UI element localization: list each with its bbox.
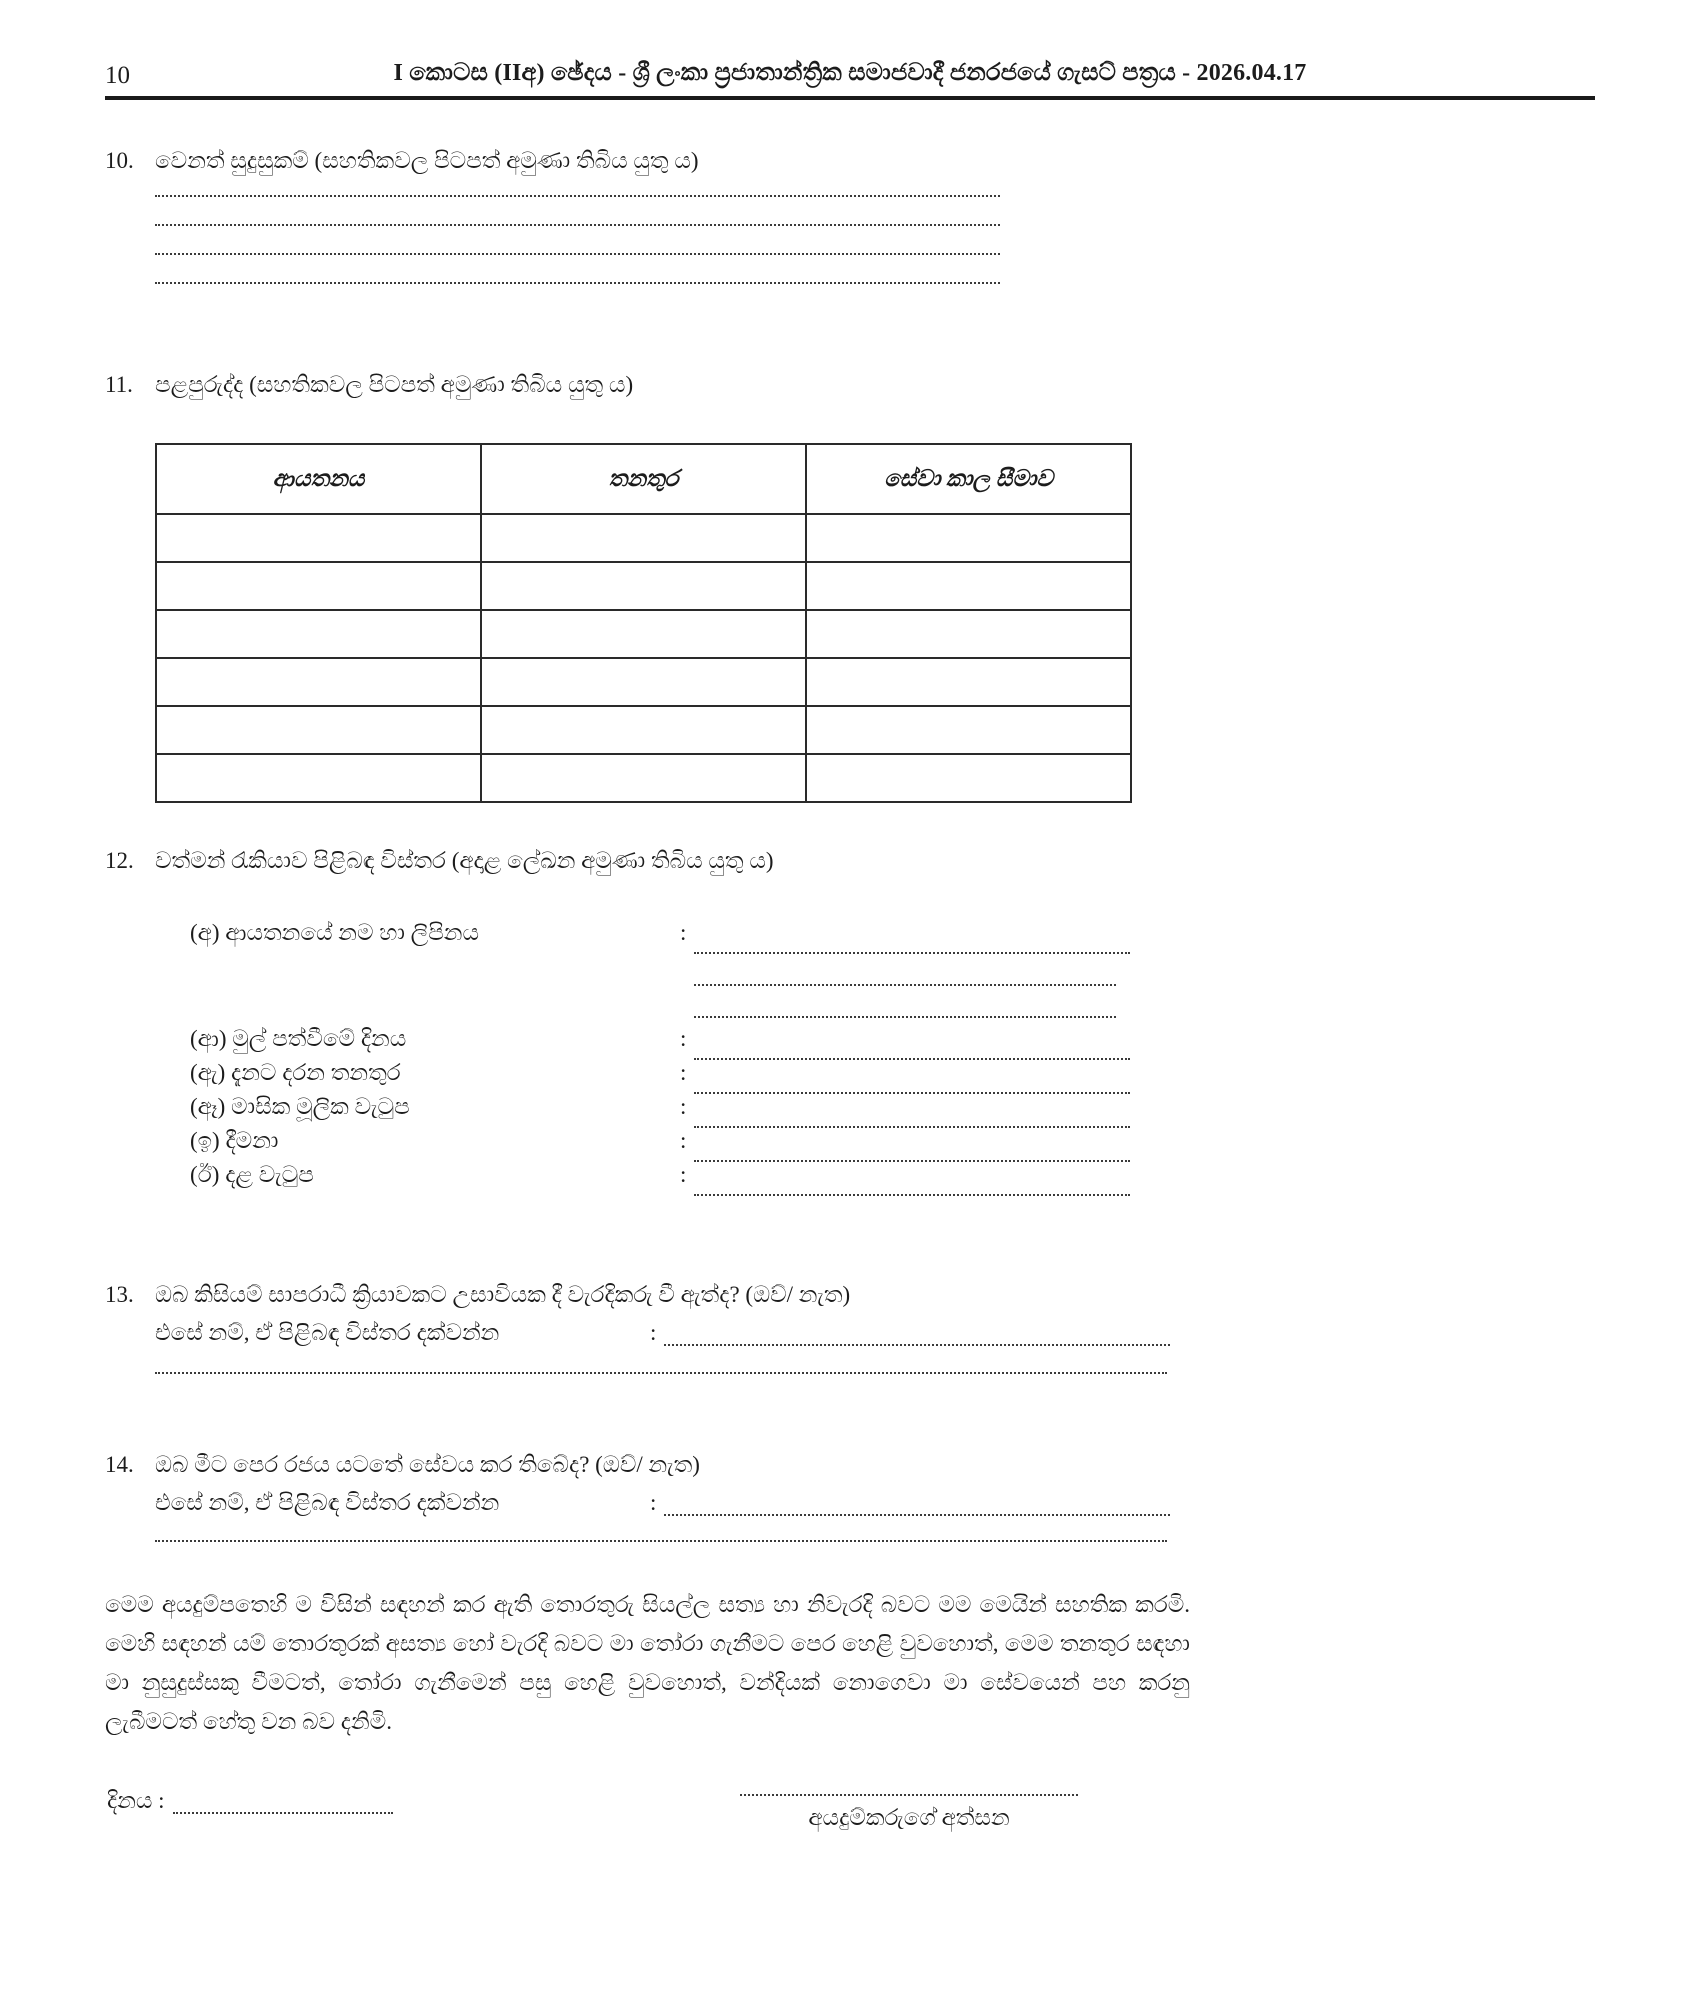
item-14-followup xyxy=(105,1490,1170,1516)
date-label: දිනය : xyxy=(107,1788,165,1813)
column-header-service-period: සේවා කාල සීමාව xyxy=(806,444,1131,514)
table-cell xyxy=(806,658,1131,706)
table-cell xyxy=(481,754,806,802)
colon-separator: : xyxy=(680,1162,687,1187)
table-row xyxy=(156,610,1131,658)
field-label: (ඉ) දීමනා xyxy=(190,1128,279,1153)
field-institution-name-address xyxy=(190,920,1130,954)
colon-separator: : xyxy=(680,1026,687,1051)
dotted-writein-line xyxy=(694,994,1116,1018)
colon-separator: : xyxy=(650,1490,657,1515)
table-cell xyxy=(806,706,1131,754)
table-row xyxy=(156,754,1131,802)
signature-field xyxy=(740,1770,1078,1831)
colon-separator: : xyxy=(680,920,687,945)
gazette-header-title: I කොටස (IIඅ) ඡේදය - ශ්‍රී ලංකා ප්‍රජාතාන්ත්‍රික සමාජවාදී ජනරජයේ ගැසට් පත්‍රය - 2026.04.17 xyxy=(393,60,1307,86)
dotted-writein-line xyxy=(664,1492,1170,1516)
table-cell xyxy=(481,514,806,562)
field-label: (අ) ආයතනයේ නම හා ලිපිනය xyxy=(190,920,479,945)
dotted-writein-line xyxy=(155,168,1000,197)
table-cell xyxy=(156,562,481,610)
item-13-number: 13. xyxy=(105,1282,134,1307)
page-header xyxy=(105,60,1595,94)
dotted-writein-line xyxy=(694,1036,1130,1060)
experience-table xyxy=(155,443,1132,803)
dotted-writein-line xyxy=(694,1138,1130,1162)
followup-label: එසේ නම්, ඒ පිළිබඳ විස්තර දක්වන්න xyxy=(155,1320,500,1345)
dotted-writein-line xyxy=(740,1770,1078,1796)
item-13 xyxy=(105,1282,1170,1346)
item-14-writein-line xyxy=(155,1516,1167,1542)
item-14-question-line xyxy=(105,1452,1170,1478)
field-allowances xyxy=(190,1128,1130,1162)
item-13-followup xyxy=(105,1320,1170,1346)
item-13-question: ඔබ කිසියම් සාපරාධී ක්‍රියාවකට උසාවියක දී වැරදිකරු වී ඇත්ද? (ඔව්/ නැත) xyxy=(155,1282,851,1307)
item-14-number: 14. xyxy=(105,1452,134,1477)
colon-separator: : xyxy=(680,1094,687,1119)
table-cell xyxy=(806,610,1131,658)
table-cell xyxy=(156,706,481,754)
table-cell xyxy=(481,706,806,754)
field-first-appointment-date xyxy=(190,1026,1130,1060)
date-field xyxy=(107,1788,393,1814)
item-14-question: ඔබ මීට පෙර රජය යටතේ සේවය කර තිබේද? (ඔව්/ නැත) xyxy=(155,1452,700,1477)
field-label: (ඈ) මාසික මූලික වැටුප xyxy=(190,1094,410,1119)
item-14 xyxy=(105,1452,1170,1516)
dotted-writein-line xyxy=(155,197,1000,226)
dotted-writein-line xyxy=(173,1790,393,1814)
colon-separator: : xyxy=(680,1060,687,1085)
dotted-writein-line xyxy=(694,1172,1130,1196)
item-12-label: වත්මන් රැකියාව පිළිබඳ විස්තර (අදාළ ලේඛන අමුණා තිබිය යුතු ය) xyxy=(155,848,774,873)
item-13-question-line xyxy=(105,1282,1170,1308)
signature-label: අයදුම්කරුගේ අත්සන xyxy=(808,1805,1010,1830)
item-13-writein-line xyxy=(155,1348,1167,1374)
field-continuation-line xyxy=(190,954,1130,986)
field-monthly-basic-salary xyxy=(190,1094,1130,1128)
declaration-paragraph: මෙම අයදුම්පතෙහි ම විසින් සඳහන් කර ඇති තොරතුරු සියල්ල සත්‍ය හා නිවැරදි බවට මම මෙයින් සහතික කරමි. මෙහි සඳහන් යම් තොරතුරක් අසත්‍ය හෝ වැරදි බවට මා තෝරා ගැනීමට පෙර හෙළි වුවහොත්, මෙම තනතුර සඳහා මා නුසුදුස්සකු වීමටත්, තෝරා ගැනීමෙන් පසු හෙළි වුවහොත්, වන්දියක් නොගෙවා මා සේවයෙන් පහ කරනු ලැබීමටත් හේතු වන බව දනිමි. xyxy=(105,1592,1190,1734)
page-number: 10 xyxy=(105,62,130,89)
item-10-label: වෙනත් සුදුසුකම් (සහතිකවල පිටපත් අමුණා තිබිය යුතු ය) xyxy=(155,148,699,173)
followup-label: එසේ නම්, ඒ පිළිබඳ විස්තර දක්වන්න xyxy=(155,1490,500,1515)
table-row xyxy=(156,514,1131,562)
dotted-writein-line xyxy=(155,1348,1167,1374)
item-12-fields xyxy=(190,920,1130,1196)
field-gross-salary xyxy=(190,1162,1130,1196)
field-current-position xyxy=(190,1060,1130,1094)
table-cell xyxy=(806,562,1131,610)
table-cell xyxy=(806,754,1131,802)
experience-table-header-row xyxy=(156,444,1131,514)
table-cell xyxy=(481,610,806,658)
dotted-writein-line xyxy=(664,1322,1170,1346)
item-12-number: 12. xyxy=(105,848,134,873)
dotted-writein-line xyxy=(694,962,1116,986)
field-label: (ඇ) දැනට දරන තනතුර xyxy=(190,1060,401,1085)
field-label: (ඊ) දළ වැටුප xyxy=(190,1162,314,1187)
table-row xyxy=(156,562,1131,610)
item-11 xyxy=(105,372,1205,398)
dotted-writein-line xyxy=(694,1104,1130,1128)
table-cell xyxy=(481,562,806,610)
dotted-writein-line xyxy=(155,226,1000,255)
item-10-number: 10. xyxy=(105,148,134,173)
table-row xyxy=(156,658,1131,706)
dotted-writein-line xyxy=(155,255,1000,284)
table-cell xyxy=(806,514,1131,562)
table-cell xyxy=(156,658,481,706)
header-rule xyxy=(105,96,1595,100)
table-cell xyxy=(156,610,481,658)
field-continuation-line xyxy=(190,986,1130,1018)
field-label: (ආ) මුල් පත්වීමේ දිනය xyxy=(190,1026,407,1051)
column-header-institution: ආයතනය xyxy=(156,444,481,514)
column-header-position: තනතුර xyxy=(481,444,806,514)
table-cell xyxy=(156,514,481,562)
item-11-number: 11. xyxy=(105,372,133,397)
colon-separator: : xyxy=(650,1320,657,1345)
table-row xyxy=(156,706,1131,754)
dotted-writein-line xyxy=(155,1516,1167,1542)
item-11-label: පළපුරුද්ද (සහතිකවල පිටපත් අමුණා තිබිය යුතු ය) xyxy=(155,372,634,397)
item-12 xyxy=(105,848,1205,874)
colon-separator: : xyxy=(680,1128,687,1153)
table-cell xyxy=(156,754,481,802)
table-cell xyxy=(481,658,806,706)
item-10-writein-lines xyxy=(155,168,1000,284)
dotted-writein-line xyxy=(694,1070,1130,1094)
dotted-writein-line xyxy=(694,930,1130,954)
